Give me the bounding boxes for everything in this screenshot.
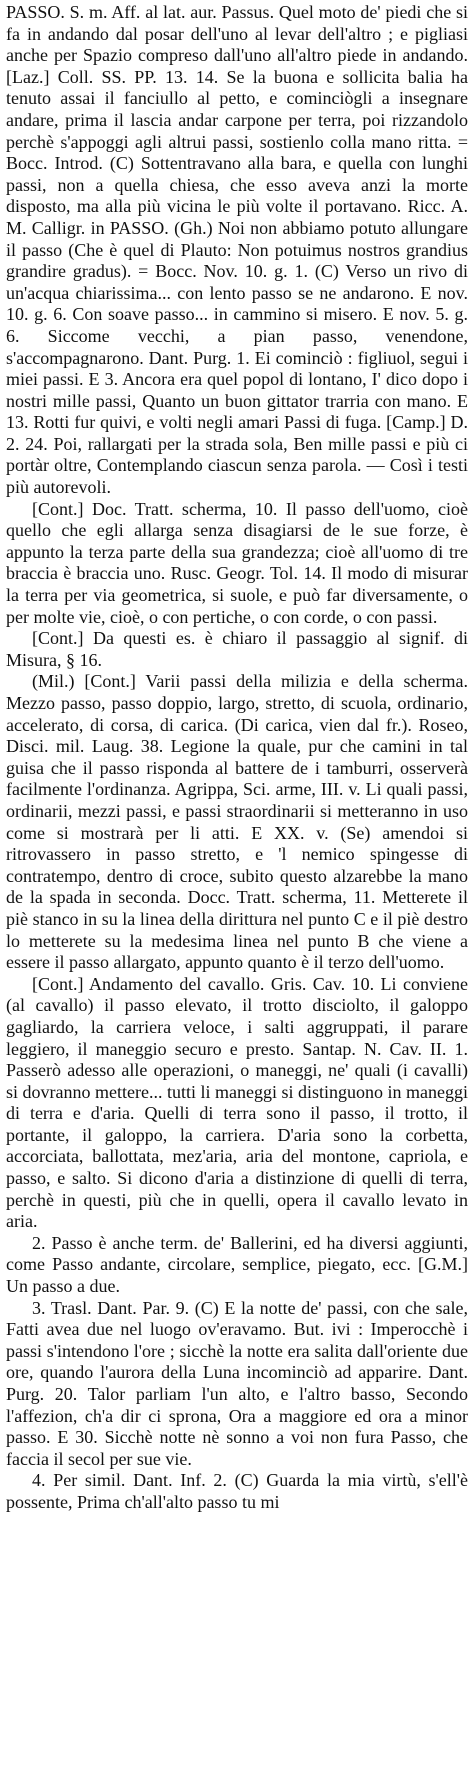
- entry-column: [6, 2, 468, 1514]
- entry-paragraph-sense-3: 3. Trasl. Dant. Par. 9. (C) E la notte de' passi, con che sale, Fatti avea due nel luogo ov'eravamo. But. ivi : Imperocchè i passi s'intendono l'ore ; sicchè la notte era salita dall'oriente due ore, quando l'aurora della Luna incominciò ad apparire. Dant. Purg. 20. Talor parliam l'un alto, e l'altro basso, Secondo l'affezion, ch'a dir ci sprona, Ora a maggiore ed ora a minor passo. E 30. Sicchè notte nè sonno a voi non fura Passo, che faccia il secol per sue vie.: [6, 1297, 468, 1469]
- entry-paragraph-horse: [Cont.] Andamento del cavallo. Gris. Cav. 10. Li conviene (al cavallo) il passo elevato, il trotto disciolto, il galoppo gagliardo, la carriera veloce, i salti aggruppati, il parare leggiero, il maneggio securo e presto. Santap. N. Cav. II. 1. Passerò adesso alle operazioni, o maneggi, ne' quali (i cavalli) si dovranno mettere... tutti li maneggi si distinguono in maneggi di terra e d'aria. Quelli di terra sono il passo, il trotto, il portante, il galoppo, la carriera. D'aria sono la corbetta, accorciata, ballottata, mez'aria, aria del montone, capriola, e passo, e salto. Si dicono d'aria a distinzione di quelli di terra, perchè in questi, più che in quelli, opera il cavallo levato in aria.: [6, 973, 468, 1232]
- entry-paragraph-military: (Mil.) [Cont.] Varii passi della milizia e della scherma. Mezzo passo, passo doppio, largo, stretto, di scuola, ordinario, accelerato, di corsa, di carica. (Di carica, vien dal fr.). Roseo, Disci. mil. Laug. 38. Legione la quale, pur che camini in tal guisa che il passo risponda al battere de i tamburri, osserverà facilmente l'ordinanza. Agrippa, Sci. arme, III. v. Li quali passi, ordinarii, mezzi passi, e passi straordinarii si metteranno in uso come si mostrarà per li atti. E XX. v. (Se) amendoi si ritrovassero in passo stretto, e 'l nemico spingesse di contratempo, dentro di croce, subito questo alzarebbe la mano de la spada in seconda. Docc. Tratt. scherma, 11. Metterete il piè stanco in su la linea della dirittura nel punto C e il piè destro lo metterete su la medesima linea nel punto B che viene a essere il passo allargato, appunto quanto è il terzo dell'uomo.: [6, 671, 468, 973]
- entry-paragraph-headword: PASSO. S. m. Aff. al lat. aur. Passus. Quel moto de' piedi che si fa in andando dal posar dell'uno al levar dell'altro ; e pigliasi anche per Spazio compreso dall'uno all'altro piede in andando. [Laz.] Coll. SS. PP. 13. 14. Se la buona e sollicita balia ha tenuto assai il fanciullo al petto, e cominciògli a insegnare andare, prima il lascia andar carpone per terra, poi rizzandolo perchè s'appoggi agli altrui passi, sostienlo colla mano ritta. = Bocc. Introd. (C) Sottentravano alla bara, e quella con lunghi passi, non a quella chiesa, che esso aveva anzi la morte disposto, ma alla più vicina le più volte il portavano. Ricc. A. M. Calligr. in PASSO. (Gh.) Noi non abbiamo potuto allungare il passo (Che è quel di Plauto: Non potuimus nostros grandius grandire gradus). = Bocc. Nov. 10. g. 1. (C) Verso un rivo di un'acqua chiarissima... con lento passo se ne andarono. E nov. 10. g. 6. Con soave passo... in cammino si misero. E nov. 5. g. 6. Siccome vecchi, a pian passo, venendone, s'accompagnarono. Dant. Purg. 1. Ei cominciò : figliuol, segui i miei passi. E 3. Ancora era quel popol di lontano, I' dico dopo i nostri mille passi, Quanto un buon gittator trarria con mano. E 13. Rotti fur quivi, e volti negli amari Passi di fuga. [Camp.] D. 2. 24. Poi, rallargati per la strada sola, Ben mille passi e più ci portàr oltre, Contemplando ciascun senza parola. — Così i testi più autorevoli.: [6, 2, 468, 498]
- entry-paragraph-cont-2: [Cont.] Da questi es. è chiaro il passaggio al signif. di Misura, § 16.: [6, 628, 468, 670]
- entry-paragraph-sense-2: 2. Passo è anche term. de' Ballerini, ed ha diversi aggiunti, come Passo andante, circolare, semplice, piegato, ecc. [G.M.] Un passo a due.: [6, 1232, 468, 1297]
- entry-paragraph-sense-4: 4. Per simil. Dant. Inf. 2. (C) Guarda la mia virtù, s'ell'è possente, Prima ch'all'alto passo tu mi: [6, 1470, 468, 1512]
- entry-paragraph-cont-1: [Cont.] Doc. Tratt. scherma, 10. Il passo dell'uomo, cioè quello che egli allarga senza disagiarsi de le sue forze, è appunto la terza parte della sua grandezza; cioè all'uomo di tre braccia è braccia uno. Rusc. Geogr. Tol. 14. Il modo di misurar la terra per via geometrica, si suole, e può far diversamente, o per molte vie, cioè, o con pertiche, o con corde, o con passi.: [6, 498, 468, 627]
